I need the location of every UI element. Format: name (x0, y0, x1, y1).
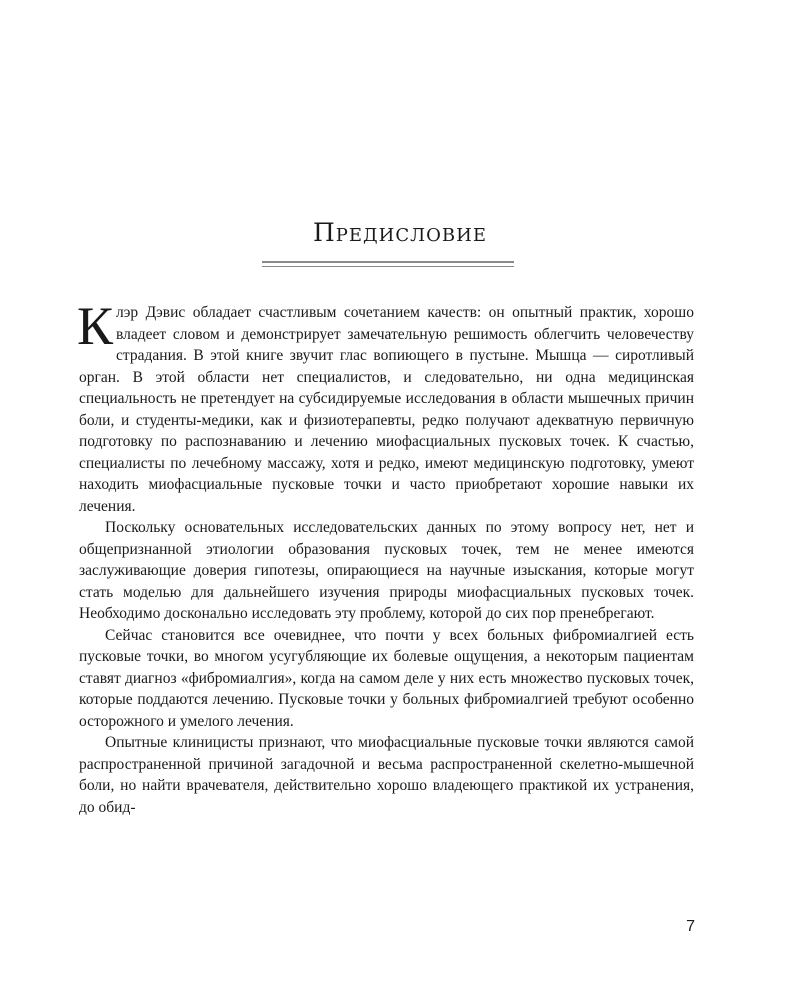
paragraph (77, 296, 694, 517)
paragraph: Опытные клиницисты признают, что миофасциальные пусковые точки являются самой распространенной причиной загадочной и весьма распространенной скелетно-мышечной боли, но найти врачевателя, действительно хорошо владеющего практикой их устранения, до обид- (79, 734, 694, 816)
drop-cap: К (77, 296, 114, 356)
paragraph: Поскольку основательных исследовательских данных по этому вопросу нет, нет и общепризнанной этиологии образования пусковых точек, тем не менее имеются заслуживающие доверия гипотезы, опирающиеся на научные изыскания, которые могут стать моделью для дальнейшего изучения природы миофасциальных пусковых точек. Необходимо досконально исследовать эту проблему, которой до сих пор пренебрегают. (79, 519, 694, 622)
paragraph-text: лэр Дэвис обладает счастливым сочетанием качеств: он опытный практик, хорошо владеет словом и демонстрирует замечательную решимость облегчить человечеству страдания. В этой книге звучит глас вопиющего в пустыне. Мышца — сиротливый орган. В этой области нет специалистов, и следовательно, ни одна медицинская специальность не претендует на субсидируемые исследования в области мышечных причин боли, и студенты-медики, как и физиотерапевты, редко получают адекватную первичную подготовку по распознаванию и лечению миофасциальных пусковых точек. К счастью, специалисты по лечебному массажу, хотя и редко, имеют медицинскую подготовку, умеют находить миофасциальные пусковые точки и часто приобретают хорошие навыки их лечения. (79, 304, 694, 515)
title-rule-thin (262, 266, 514, 267)
title-rule-thick (262, 261, 514, 263)
page-title: Предисловие (313, 218, 487, 247)
body-text (77, 296, 694, 818)
page-number: 7 (686, 918, 695, 935)
paragraph: Сейчас становится все очевиднее, что почти у всех больных фибромиалгией есть пусковые точки, во многом усугубляющие их болевые ощущения, а некоторым пациентам ставят диагноз «фибромиалгия», когда на самом деле у них есть множество пусковых точек, которые поддаются лечению. Пусковые точки у больных фибромиалгией требуют особенно осторожного и умелого лечения. (79, 626, 694, 730)
